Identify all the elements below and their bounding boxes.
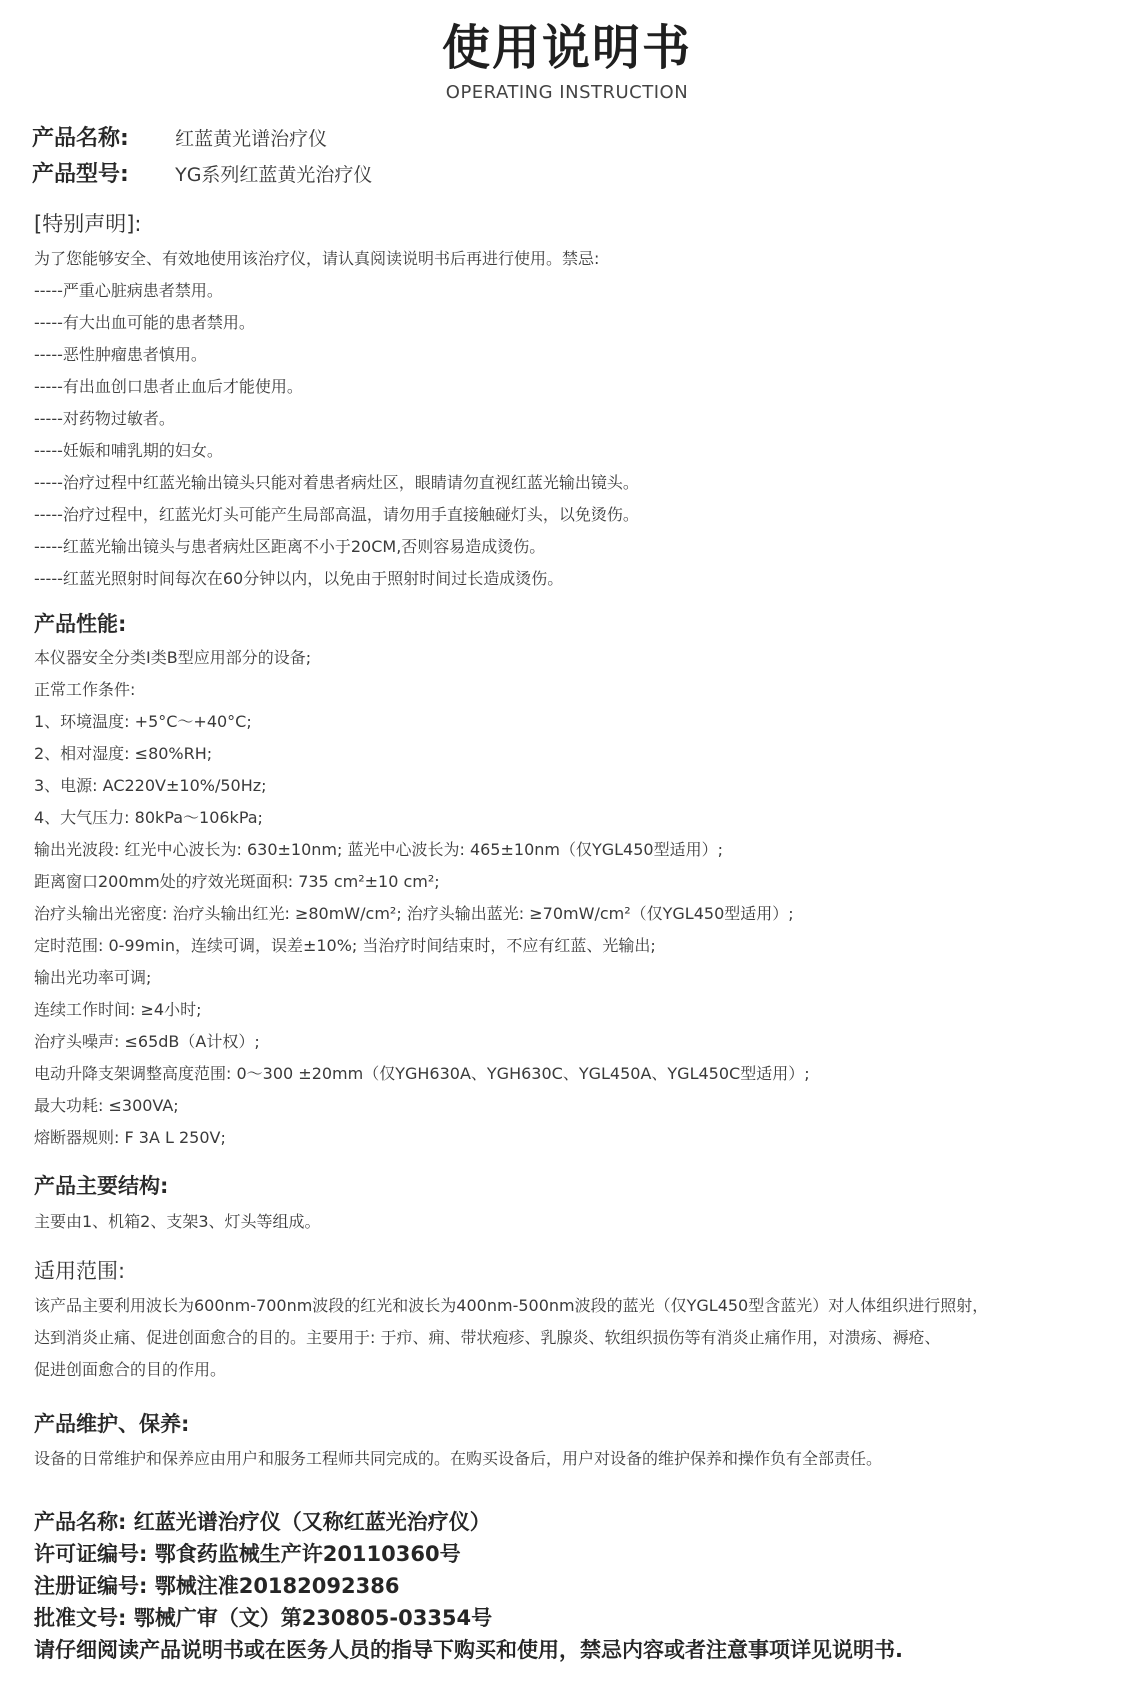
performance-line: 电动升降支架调整高度范围: 0～300 ±20mm（仅YGH630A、YGH630C、YGL450A、YGL450C型适用）; <box>34 1064 810 1083</box>
footer-line: 请仔细阅读产品说明书或在医务人员的指导下购买和使用，禁忌内容或者注意事项详见说明书. <box>34 1638 903 1662</box>
special-line: -----有大出血可能的患者禁用。 <box>34 313 255 332</box>
special-line: -----对药物过敏者。 <box>34 409 175 428</box>
performance-line: 连续工作时间: ≥4小时; <box>34 1000 202 1019</box>
performance-line: 4、大气压力: 80kPa～106kPa; <box>34 808 263 827</box>
special-line: -----红蓝光输出镜头与患者病灶区距离不小于20CM,否则容易造成烫伤。 <box>34 537 546 556</box>
product-name-label: 产品名称: <box>32 126 129 151</box>
product-name-row <box>32 124 327 154</box>
special-line: 为了您能够安全、有效地使用该治疗仪，请认真阅读说明书后再进行使用。禁忌: <box>34 249 600 268</box>
special-line: -----治疗过程中，红蓝光灯头可能产生局部高温，请勿用手直接触碰灯头，以免烫伤。 <box>34 505 639 524</box>
footer-line: 批准文号: 鄂械广审（文）第230805-03354号 <box>34 1606 493 1630</box>
performance-line: 1、环境温度: +5°C～+40°C; <box>34 712 252 731</box>
performance-line: 距离窗口200mm处的疗效光斑面积: 735 cm²±10 cm²; <box>34 872 440 891</box>
structure-heading: 产品主要结构: <box>34 1174 169 1198</box>
footer-line: 许可证编号: 鄂食药监械生产许20110360号 <box>34 1542 461 1566</box>
performance-line: 输出光波段: 红光中心波长为: 630±10nm; 蓝光中心波长为: 465±10nm（仅YGL450型适用）; <box>34 840 723 859</box>
scope-line: 促进创面愈合的目的作用。 <box>34 1360 227 1379</box>
product-model-value: YG系列红蓝黄光治疗仪 <box>175 164 373 186</box>
footer-line: 注册证编号: 鄂械注准20182092386 <box>34 1574 400 1598</box>
special-line: -----妊娠和哺乳期的妇女。 <box>34 441 223 460</box>
performance-line: 治疗头噪声: ≤65dB（A计权）; <box>34 1032 260 1051</box>
performance-line: 2、相对湿度: ≤80%RH; <box>34 744 213 763</box>
footer-line: 产品名称: 红蓝光谱治疗仪（又称红蓝光治疗仪） <box>34 1510 491 1534</box>
performance-line: 定时范围: 0-99min，连续可调，误差±10%; 当治疗时间结束时，不应有红蓝、光输出; <box>34 936 656 955</box>
scope-heading: 适用范围: <box>34 1259 126 1283</box>
product-model-row <box>32 160 372 190</box>
performance-heading: 产品性能: <box>34 612 127 636</box>
performance-line: 本仪器安全分类I类B型应用部分的设备; <box>34 648 312 667</box>
special-line: -----有出血创口患者止血后才能使用。 <box>34 377 303 396</box>
special-line: -----红蓝光照射时间每次在60分钟以内，以免由于照射时间过长造成烫伤。 <box>34 569 564 588</box>
scope-line: 该产品主要利用波长为600nm-700nm波段的红光和波长为400nm-500nm波段的蓝光（仅YGL450型含蓝光）对人体组织进行照射， <box>34 1296 989 1315</box>
maintenance-heading: 产品维护、保养: <box>34 1412 190 1436</box>
maintenance-line: 设备的日常维护和保养应由用户和服务工程师共同完成的。在购买设备后，用户对设备的维护保养和操作负有全部责任。 <box>34 1449 883 1468</box>
scope-line: 达到消炎止痛、促进创面愈合的目的。主要用于: 于疖、痈、带状疱疹、乳腺炎、软组织损伤等有消炎止痛作用，对溃疡、褥疮、 <box>34 1328 941 1347</box>
performance-line: 3、电源: AC220V±10%/50Hz; <box>34 776 267 795</box>
performance-line: 正常工作条件: <box>34 680 136 699</box>
performance-line: 治疗头输出光密度: 治疗头输出红光: ≥80mW/cm²; 治疗头输出蓝光: ≥70mW/cm²（仅YGL450型适用）; <box>34 904 794 923</box>
special-line: -----严重心脏病患者禁用。 <box>34 281 223 300</box>
structure-line: 主要由1、机箱2、支架3、灯头等组成。 <box>34 1212 321 1231</box>
performance-line: 最大功耗: ≤300VA; <box>34 1096 179 1115</box>
performance-line: 熔断器规则: F 3A L 250V; <box>34 1128 226 1147</box>
product-model-label: 产品型号: <box>32 162 129 187</box>
special-line: -----恶性肿瘤患者慎用。 <box>34 345 207 364</box>
performance-line: 输出光功率可调; <box>34 968 152 987</box>
special-line: -----治疗过程中红蓝光输出镜头只能对着患者病灶区，眼睛请勿直视红蓝光输出镜头。 <box>34 473 639 492</box>
page-title: 使用说明书 <box>441 20 692 76</box>
page-subtitle: OPERATING INSTRUCTION <box>445 82 689 103</box>
product-name-value: 红蓝黄光谱治疗仪 <box>175 128 328 150</box>
special-heading: [特别声明]: <box>34 212 142 236</box>
